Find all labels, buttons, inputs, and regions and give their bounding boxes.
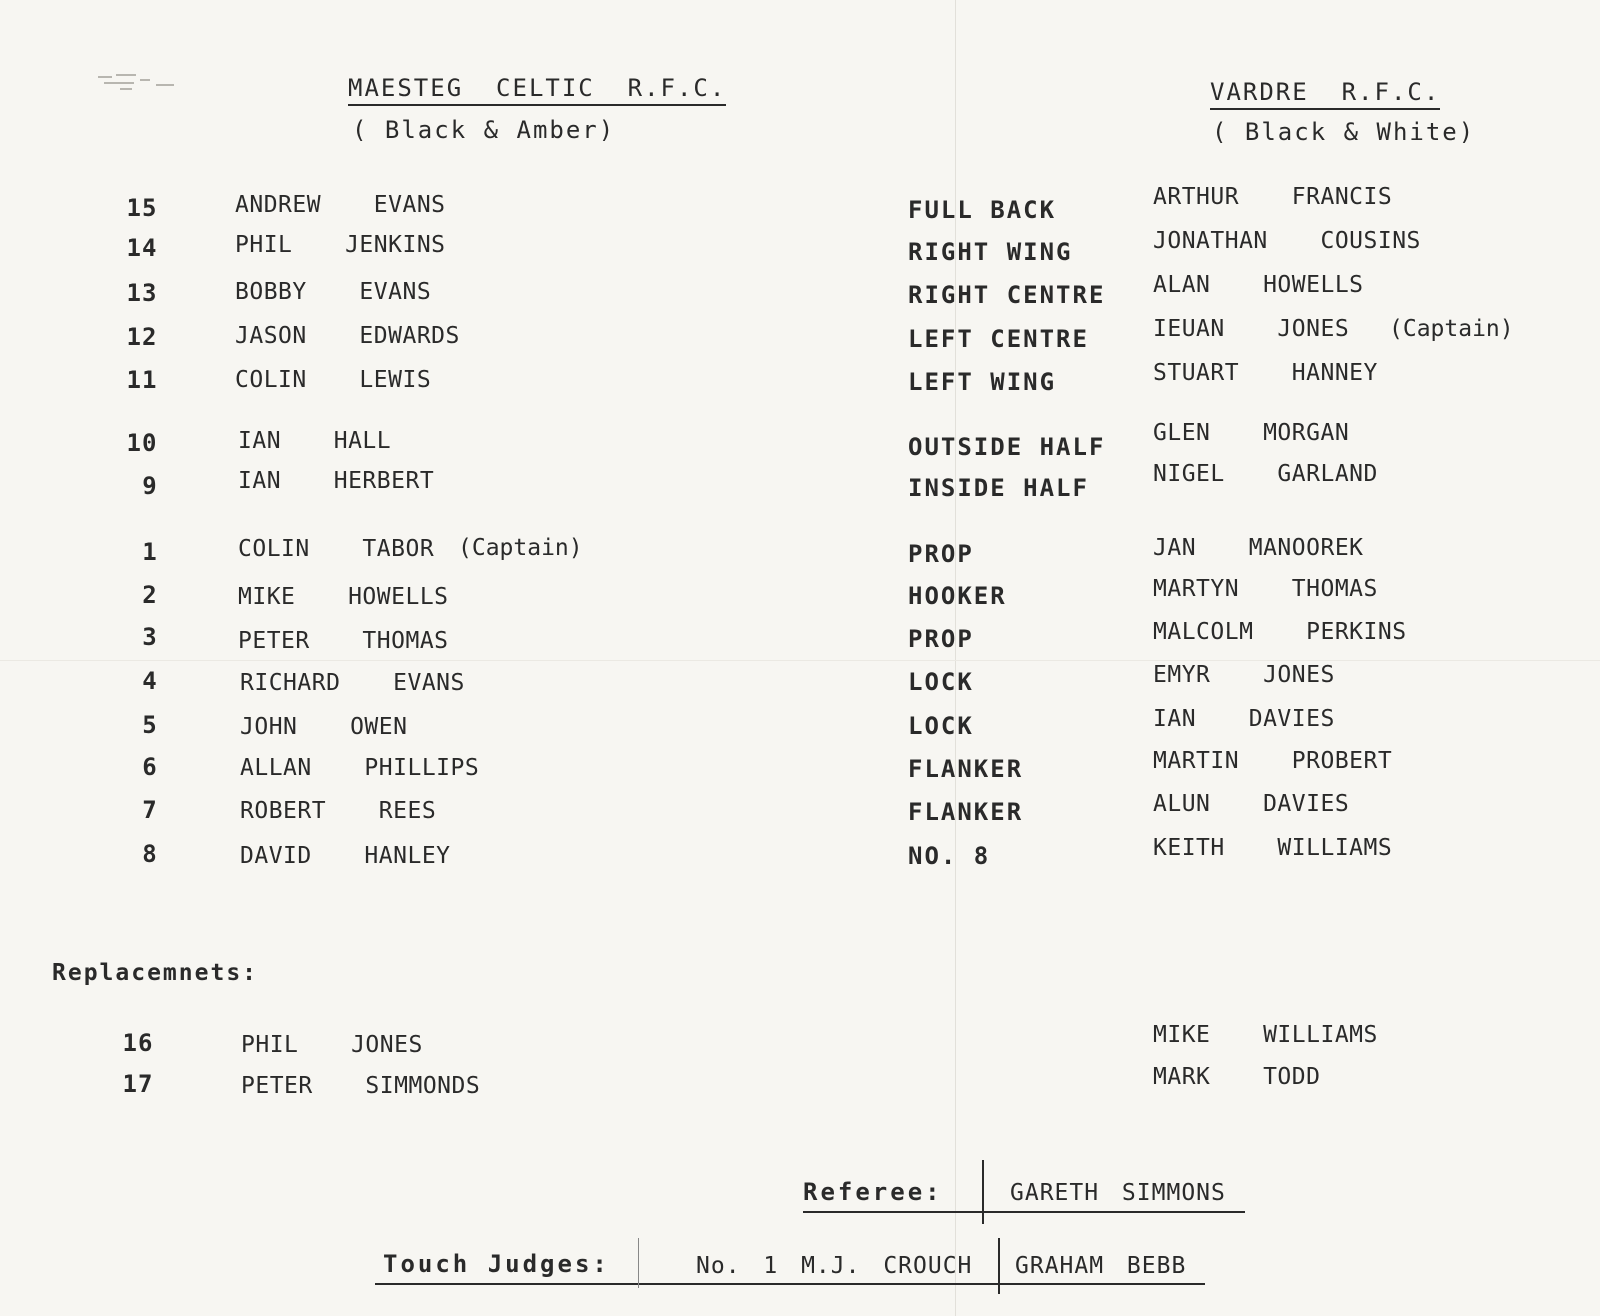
away-position: LOCK bbox=[908, 712, 974, 740]
home-player-name: COLIN TABOR bbox=[238, 536, 435, 562]
away-position: FLANKER bbox=[908, 755, 1024, 783]
away-player-name: ARTHUR FRANCIS bbox=[1153, 184, 1393, 210]
away-replacement-name: MARK TODD bbox=[1153, 1064, 1321, 1090]
away-player-name: EMYR JONES bbox=[1153, 662, 1335, 688]
touch-judges-divider bbox=[638, 1238, 639, 1288]
referee-label: Referee: bbox=[803, 1178, 943, 1206]
home-player-name: COLIN LEWIS bbox=[235, 367, 432, 393]
away-player-name: ALAN HOWELLS bbox=[1153, 272, 1364, 298]
away-replacement-name: MIKE WILLIAMS bbox=[1153, 1022, 1378, 1048]
home-player-number: 6 bbox=[142, 753, 158, 781]
touch-judges-divider bbox=[998, 1238, 1000, 1294]
away-team-colours: ( Black & White) bbox=[1212, 118, 1476, 146]
home-player-number: 12 bbox=[126, 323, 158, 351]
away-player-name: JAN MANOOREK bbox=[1153, 535, 1364, 561]
home-player-name: MIKE HOWELLS bbox=[238, 584, 449, 610]
home-player-number: 8 bbox=[142, 840, 158, 868]
away-team-title: VARDRE R.F.C. bbox=[1210, 78, 1440, 110]
away-position: HOOKER bbox=[908, 582, 1007, 610]
away-position: FLANKER bbox=[908, 798, 1024, 826]
away-position: FULL BACK bbox=[908, 196, 1057, 224]
away-player-name: MARTYN THOMAS bbox=[1153, 576, 1378, 602]
home-player-number: 13 bbox=[126, 279, 158, 307]
referee-divider bbox=[982, 1160, 984, 1224]
touch-judge-1: No. 1 M.J. CROUCH bbox=[696, 1253, 973, 1279]
away-player-name: STUART HANNEY bbox=[1153, 360, 1378, 386]
home-player-name: RICHARD EVANS bbox=[240, 670, 465, 696]
home-player-number: 4 bbox=[142, 667, 158, 695]
home-player-name: BOBBY EVANS bbox=[235, 279, 432, 305]
away-player-name: ALUN DAVIES bbox=[1153, 791, 1350, 817]
ink-smudge bbox=[90, 70, 200, 94]
home-player-name: ALLAN PHILLIPS bbox=[240, 755, 480, 781]
home-player-name: DAVID HANLEY bbox=[240, 843, 451, 869]
touch-judge-2: GRAHAM BEBB bbox=[1015, 1253, 1187, 1279]
home-replacement-name: PETER SIMMONDS bbox=[241, 1073, 481, 1099]
away-position: LEFT CENTRE bbox=[908, 325, 1089, 353]
away-player-name: MARTIN PROBERT bbox=[1153, 748, 1393, 774]
away-position: RIGHT CENTRE bbox=[908, 281, 1106, 309]
home-player-name: ANDREW EVANS bbox=[235, 192, 446, 218]
home-player-name: JOHN OWEN bbox=[240, 714, 408, 740]
away-position: LEFT WING bbox=[908, 368, 1057, 396]
home-replacement-number: 17 bbox=[122, 1070, 154, 1098]
away-position: LOCK bbox=[908, 668, 974, 696]
home-player-name: PHIL JENKINS bbox=[235, 232, 446, 258]
home-player-number: 3 bbox=[142, 623, 158, 651]
away-position: NO. 8 bbox=[908, 842, 991, 870]
home-player-number: 14 bbox=[126, 234, 158, 262]
home-captain-note: (Captain) bbox=[458, 535, 583, 561]
away-player-name: IAN DAVIES bbox=[1153, 706, 1335, 732]
home-team-title: MAESTEG CELTIC R.F.C. bbox=[348, 74, 726, 106]
away-captain-note: (Captain) bbox=[1389, 316, 1514, 342]
away-player-name: GLEN MORGAN bbox=[1153, 420, 1350, 446]
home-replacement-number: 16 bbox=[122, 1029, 154, 1057]
away-position: PROP bbox=[908, 625, 974, 653]
home-player-name: ROBERT REES bbox=[240, 798, 437, 824]
away-player-name: IEUAN JONES bbox=[1153, 316, 1350, 342]
away-position: INSIDE HALF bbox=[908, 474, 1089, 502]
referee-name: GARETH SIMMONS bbox=[1010, 1180, 1226, 1206]
home-player-number: 5 bbox=[142, 711, 158, 739]
away-position: RIGHT WING bbox=[908, 238, 1073, 266]
home-player-number: 2 bbox=[142, 581, 158, 609]
home-team-colours: ( Black & Amber) bbox=[352, 116, 616, 144]
away-position: PROP bbox=[908, 540, 974, 568]
away-player-name: MALCOLM PERKINS bbox=[1153, 619, 1407, 645]
replacements-heading: Replacemnets: bbox=[52, 960, 259, 986]
home-replacement-name: PHIL JONES bbox=[241, 1032, 423, 1058]
away-position: OUTSIDE HALF bbox=[908, 433, 1106, 461]
home-player-name: PETER THOMAS bbox=[238, 628, 449, 654]
touch-judges-label: Touch Judges: bbox=[383, 1250, 610, 1278]
home-player-number: 15 bbox=[126, 194, 158, 222]
away-player-name: JONATHAN COUSINS bbox=[1153, 228, 1421, 254]
home-player-number: 1 bbox=[142, 538, 158, 566]
home-player-name: IAN HALL bbox=[238, 428, 392, 454]
paper-fold-horizontal bbox=[0, 660, 1600, 661]
home-player-number: 7 bbox=[142, 796, 158, 824]
away-player-name: KEITH WILLIAMS bbox=[1153, 835, 1393, 861]
home-player-number: 10 bbox=[126, 429, 158, 457]
referee-underline bbox=[803, 1211, 1245, 1213]
home-player-name: JASON EDWARDS bbox=[235, 323, 460, 349]
home-player-number: 9 bbox=[142, 472, 158, 500]
away-player-name: NIGEL GARLAND bbox=[1153, 461, 1378, 487]
home-player-number: 11 bbox=[126, 366, 158, 394]
home-player-name: IAN HERBERT bbox=[238, 468, 435, 494]
touch-judges-underline bbox=[375, 1283, 1205, 1285]
